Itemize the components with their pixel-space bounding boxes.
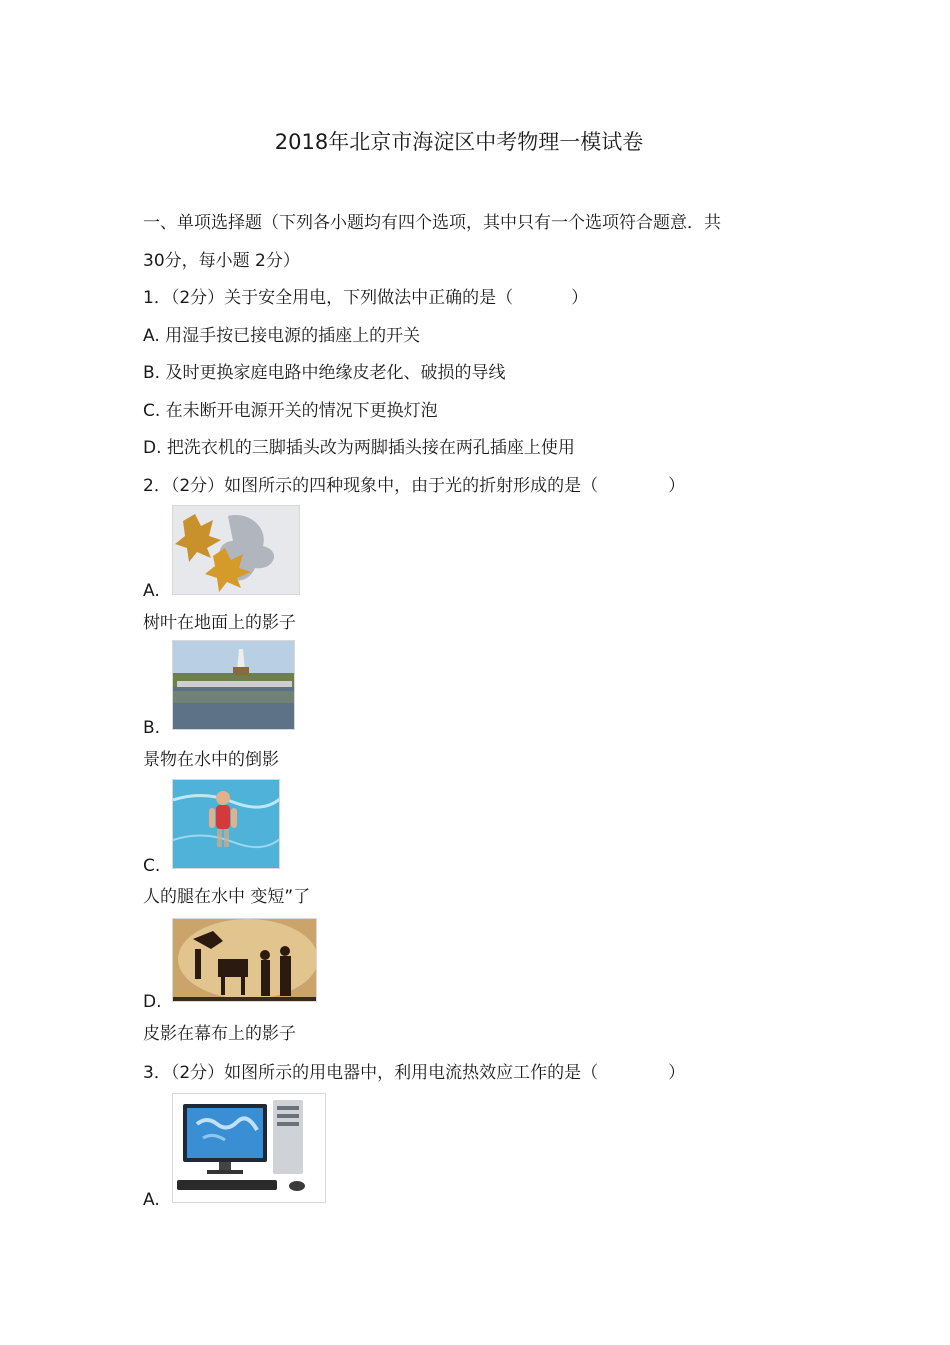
question-1-option-c: C. 在未断开电源开关的情况下更换灯泡 (143, 401, 438, 421)
question-2-option-c-letter: C. (143, 856, 161, 876)
question-2-option-d-letter: D. (143, 992, 162, 1012)
question-3-close: ） (668, 1063, 686, 1083)
question-3-option-a-letter: A. (143, 1190, 160, 1210)
question-1-option-b: B. 及时更换家庭电路中绝缘皮老化、破损的导线 (143, 363, 506, 383)
question-2-text: 2．（2分）如图所示的四种现象中，由于光的折射形成的是（ (143, 476, 599, 496)
section-instruction-line2: 30分，每小题 2分） (143, 251, 300, 271)
question-2-option-a-letter: A. (143, 581, 160, 601)
page-title: 2018年北京市海淀区中考物理一模试卷 (274, 130, 644, 154)
question-2-option-c-caption: 人的腿在水中 变短”了 (143, 887, 311, 907)
question-2-option-a-caption: 树叶在地面上的影子 (143, 613, 296, 633)
pagoda-lake-reflection-image (172, 640, 295, 730)
question-2-close: ） (668, 476, 686, 496)
section-instruction-line1: 一、单项选择题（下列各小题均有四个选项，其中只有一个选项符合题意．共 (143, 213, 721, 233)
desktop-computer-image (172, 1093, 326, 1203)
question-3-stem (143, 1062, 685, 1084)
maple-leaves-shadow-image (172, 505, 300, 595)
shadow-puppets-image (172, 918, 317, 1002)
swimmer-in-pool-image (172, 779, 280, 869)
question-3-text: 3．（2分）如图所示的用电器中，利用电流热效应工作的是（ (143, 1063, 599, 1083)
question-1-option-d: D. 把洗衣机的三脚插头改为两脚插头接在两孔插座上使用 (143, 438, 575, 458)
question-1-text: 1．（2分）关于安全用电，下列做法中正确的是（ (143, 288, 514, 308)
question-1-close: ） (571, 288, 589, 308)
question-2-option-b-caption: 景物在水中的倒影 (143, 750, 279, 770)
question-2-option-b-letter: B. (143, 718, 161, 738)
question-2-stem (143, 475, 685, 497)
question-1-option-a: A. 用湿手按已接电源的插座上的开关 (143, 326, 421, 346)
question-1-stem (143, 287, 588, 309)
question-2-option-d-caption: 皮影在幕布上的影子 (143, 1024, 296, 1044)
